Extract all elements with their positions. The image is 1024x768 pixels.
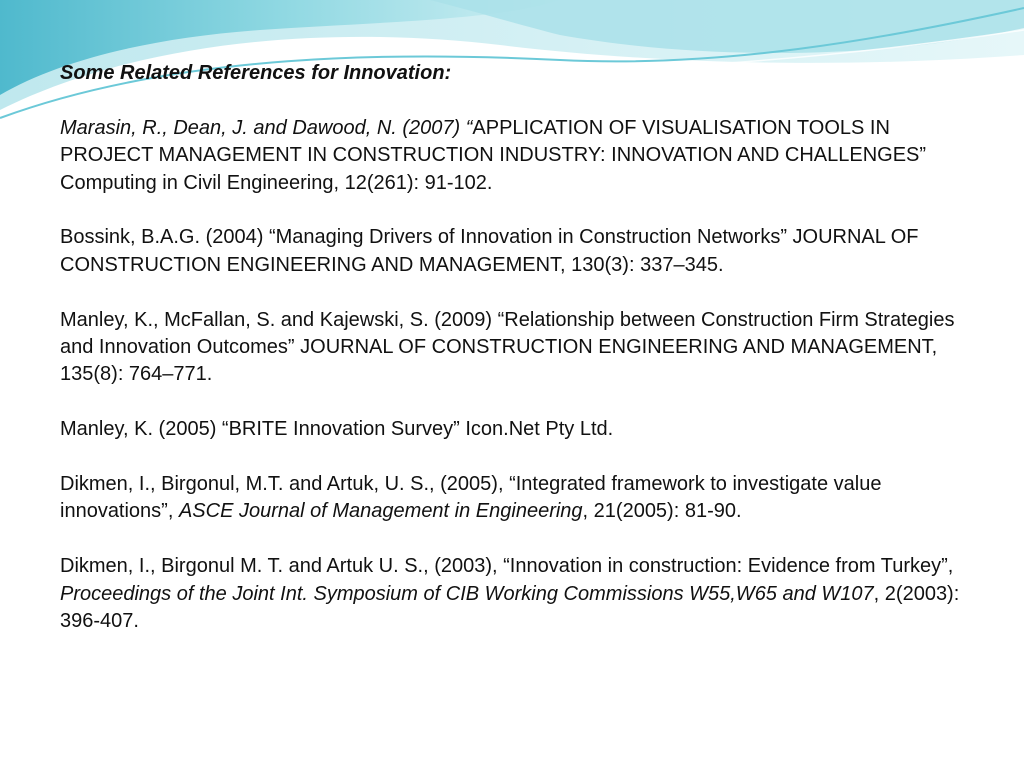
reference-title-line2: PROJECT MANAGEMENT IN CONSTRUCTION INDUSTRY: INNOVATION AND CHALLENGES” Computing in Civil Engineering, 12(261): 91-102. [60, 144, 927, 194]
reference-proceedings: Proceedings of the Joint Int. Symposium of CIB Working Commissions W55,W65 and W107 [60, 582, 874, 605]
reference-authors: Marasin, R., Dean, J. and Dawood, N. (2007) “ [60, 116, 473, 139]
reference-details: , 2(2003): 396-407. [60, 582, 960, 633]
reference-dikmen-2005 [60, 471, 960, 526]
reference-manley-2005: Manley, K. (2005) “BRITE Innovation Survey” Icon.Net Pty Ltd. [60, 418, 614, 441]
slide-content [60, 60, 960, 635]
reference-text: Dikmen, I., Birgonul M. T. and Artuk U. S., (2003), “Innovation in construction: Evidence from Turkey”, [60, 555, 954, 578]
references-heading: Some Related References for Innovation: [60, 62, 452, 84]
reference-text: Dikmen, I., Birgonul, M.T. and Artuk, U. S., (2005), “Integrated framework to investigate value innovations”, [60, 473, 882, 523]
reference-marasin [60, 115, 960, 197]
reference-details: , 21(2005): 81-90. [582, 500, 742, 523]
reference-journal: ASCE Journal of Management in Engineering [178, 500, 583, 523]
reference-dikmen-2003 [60, 553, 960, 635]
reference-bossink: Bossink, B.A.G. (2004) “Managing Drivers of Innovation in Construction Networks” JOURNAL OF CONSTRUCTION ENGINEERING AND MANAGEMENT, 130(3): 337–345. [60, 226, 919, 276]
reference-title-line1: APPLICATION OF VISUALISATION TOOLS IN [472, 116, 890, 139]
reference-manley-2009: Manley, K., McFallan, S. and Kajewski, S. (2009) “Relationship between Construction Firm Strategies and Innovation Outcomes” JOURNAL OF CONSTRUCTION ENGINEERING AND MANAGEMENT, 135(8): 764–771. [60, 308, 955, 386]
